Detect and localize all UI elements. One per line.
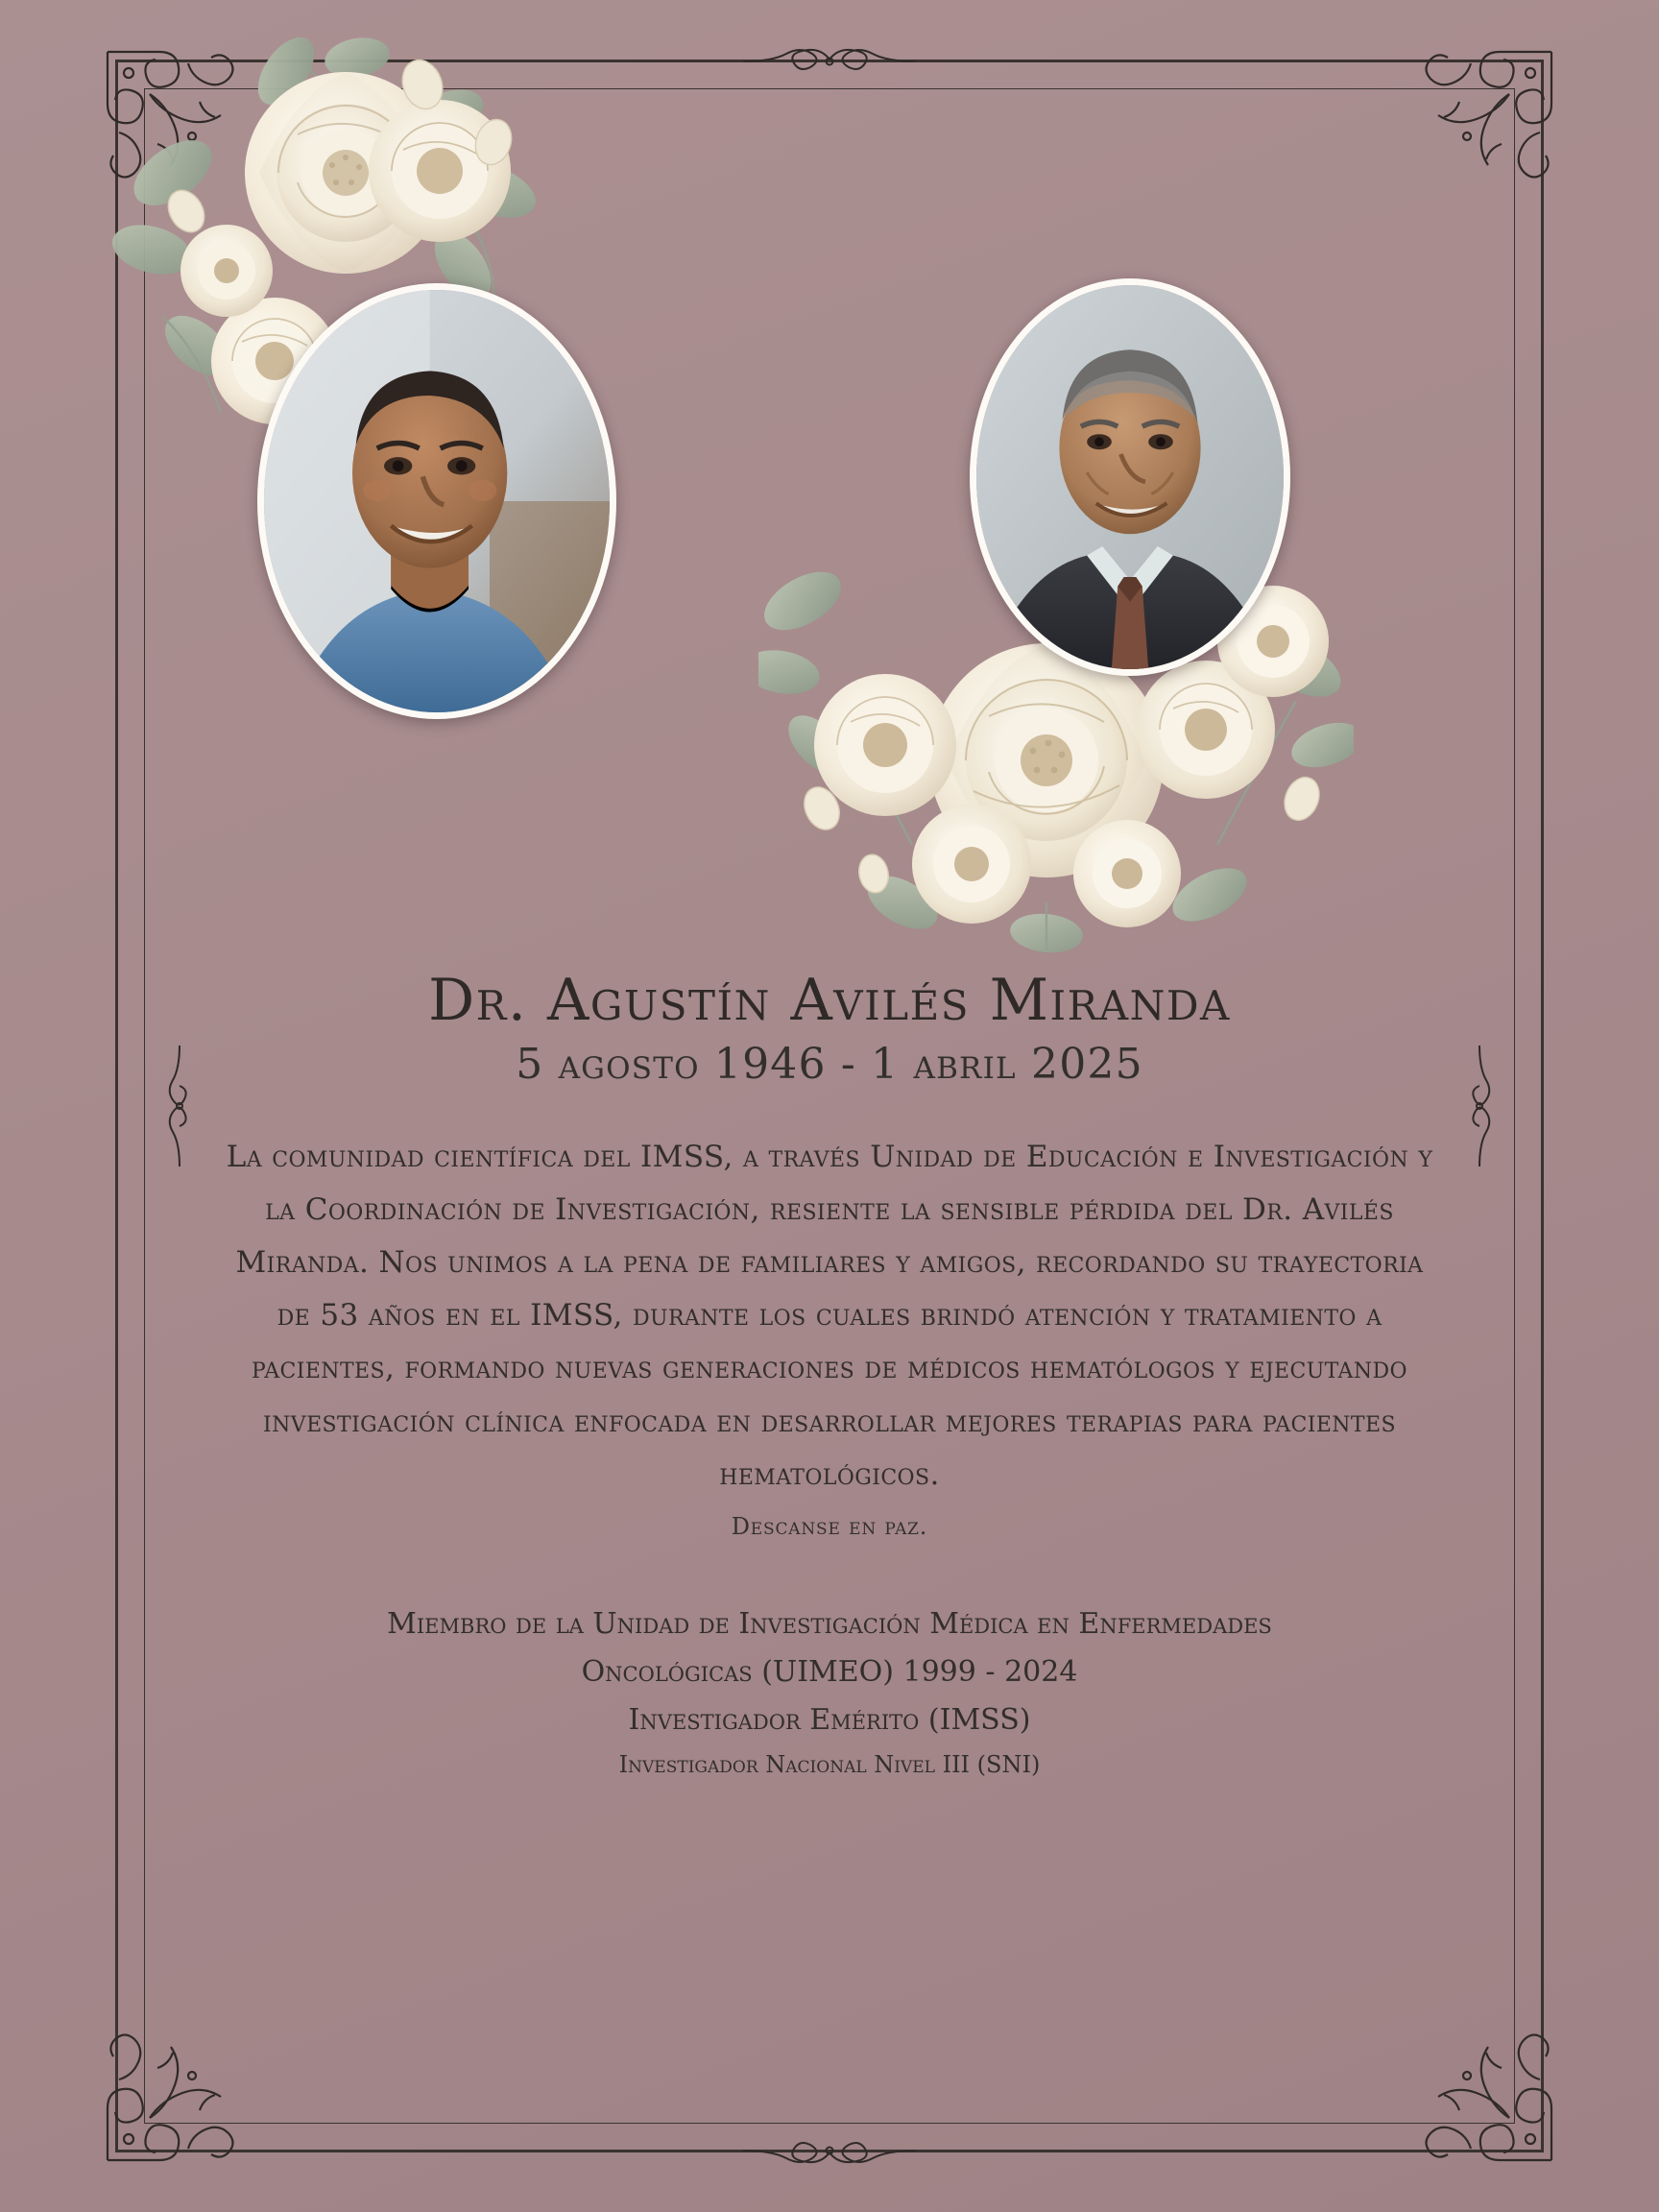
frame-flourish-icon — [733, 2131, 926, 2170]
deceased-name: Dr. Agustín Avilés Miranda — [428, 967, 1231, 1034]
credential-line: Investigador Emérito (IMSS) — [628, 1703, 1031, 1737]
credential-line: Miembro de la Unidad de Investigación Médica en Enfermedades — [387, 1607, 1272, 1641]
frame-corner-icon — [1415, 2024, 1559, 2168]
credentials-list — [192, 1603, 1467, 1782]
frame-corner-icon — [1415, 44, 1559, 188]
memorial-text-block — [192, 967, 1467, 1788]
frame-flourish-icon — [163, 1034, 196, 1178]
credential-line: Oncológicas (UIMEO) 1999 - 2024 — [581, 1654, 1078, 1689]
portrait-left — [257, 283, 616, 719]
frame-corner-icon — [100, 2024, 244, 2168]
rest-in-peace-line: Descanse en paz. — [731, 1513, 928, 1540]
credential-line: Investigador Nacional Nivel III (SNI) — [618, 1751, 1041, 1778]
life-dates: 5 agosto 1946 - 1 abril 2025 — [516, 1039, 1143, 1089]
frame-corner-icon — [100, 44, 244, 188]
tribute-paragraph: La comunidad científica del IMSS, a través Unidad de Educación e Investigación y la Coordinación de Investigación, resiente la sensible pérdida del Dr. Avilés Miranda. Nos unimos a la pena de familiares y amigos, recordando su trayectoria de 53 años en el IMSS, durante los cuales brindó atención y tratamiento a pacientes, formando nuevas generaciones de médicos hematólogos y ejecutando investigación clínica enfocada en desarrollar mejores terapias para pacientes hematológicos. — [226, 1139, 1433, 1492]
frame-flourish-icon — [1463, 1034, 1496, 1178]
portrait-right — [970, 278, 1290, 676]
frame-flourish-icon — [733, 42, 926, 81]
